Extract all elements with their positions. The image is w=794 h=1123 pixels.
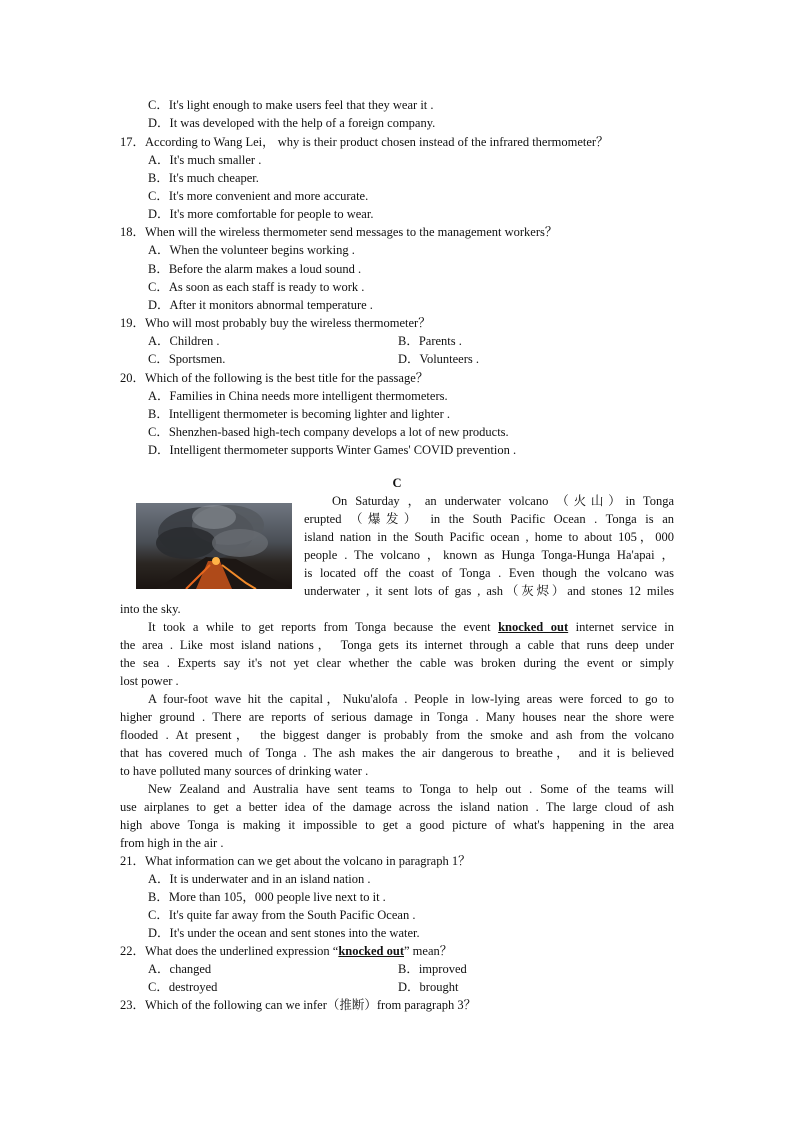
q16-option-d: D．It was developed with the help of a foreign company. — [148, 116, 436, 130]
p1-line-4: people . The volcano ，known as Hunga Tonga-Hunga Ha'apai ， — [304, 548, 674, 562]
q19-option-d: D．Volunteers . — [398, 352, 480, 366]
q22-option-b: B．improved — [398, 962, 467, 976]
q18-option-b: B．Before the alarm makes a loud sound . — [148, 262, 362, 276]
p3-line-1: A four-foot wave hit the capital，Nuku'alofa . People in low-lying areas were forced to go to — [148, 692, 674, 706]
p4-line-4: from high in the air . — [120, 836, 224, 850]
q20-option-a: A．Families in China needs more intelligent thermometers. — [148, 389, 448, 403]
knocked-out-underlined: knocked out — [498, 620, 569, 634]
p2-line-2: the area . Like most island nations， Tonga gets its internet through a cable that runs deep under — [120, 638, 674, 652]
q17-option-b: B．It's much cheaper. — [148, 171, 259, 185]
q19-option-a: A．Children . — [148, 334, 220, 348]
p4-line-3: high above Tonga is making it impossible to get a good picture of what's happening in the area — [120, 818, 674, 832]
q22-option-c: C．destroyed — [148, 980, 218, 994]
q18-option-c: C．As soon as each staff is ready to work . — [148, 280, 365, 294]
q22-knocked-out: knocked out — [338, 944, 404, 958]
p1-line-3: island nation in the South Pacific ocean , home to about 105，000 — [304, 530, 674, 544]
p2-line-3: the sea . Experts say it's not yet clear whether the cable was broken during the event or simply — [120, 656, 674, 670]
q17-option-a: A．It's much smaller . — [148, 153, 262, 167]
q21-stem: 21．What information can we get about the volcano in paragraph 1？ — [120, 854, 471, 868]
p3-line-4: that has covered much of Tonga . The ash makes the air dangerous to breathe， and it is believed — [120, 746, 674, 760]
p2-line-1-pre: It took a while to get reports from Tonga because the event — [148, 620, 491, 634]
p2-line-1-post: internet service in — [575, 620, 674, 634]
p1-line-2: erupted （爆发） in the South Pacific Ocean . Tonga is an — [304, 512, 674, 526]
q18-option-a: A．When the volunteer begins working . — [148, 243, 355, 257]
q18-stem: 18．When will the wireless thermometer send messages to the management workers？ — [120, 225, 558, 239]
p3-line-5: to have polluted many sources of drinking water . — [120, 764, 369, 778]
p4-line-2: use airplanes to get a better idea of the damage across the island nation . The large cloud of ash — [120, 800, 674, 814]
p2-line-4: lost power . — [120, 674, 179, 688]
q21-option-d: D．It's under the ocean and sent stones into the water. — [148, 926, 420, 940]
q18-option-d: D．After it monitors abnormal temperature . — [148, 298, 373, 312]
q23-stem: 23．Which of the following can we infer（推断）from paragraph 3？ — [120, 998, 477, 1012]
q20-option-b: B．Intelligent thermometer is becoming lighter and lighter . — [148, 407, 451, 421]
q20-stem: 20．Which of the following is the best title for the passage？ — [120, 371, 429, 385]
section-title: C — [392, 476, 402, 490]
q22-stem — [120, 942, 452, 960]
q22-stem-pre: 22．What does the underlined expression “ — [120, 944, 339, 958]
p1-line-1: On Saturday ，an underwater volcano （火山）in Tonga — [332, 494, 674, 508]
p4-line-1: New Zealand and Australia have sent teams to Tonga to help out . Some of the teams will — [148, 782, 674, 796]
q16-option-c: C．It's light enough to make users feel that they wear it . — [148, 98, 434, 112]
q20-option-d: D．Intelligent thermometer supports Winter Games' COVID prevention . — [148, 443, 517, 457]
p1-line-5: is located off the coast of Tonga . Even though the volcano was — [304, 566, 674, 580]
p1-line-6: underwater , it sent lots of gas , ash（灰烬）and stones 12 miles — [304, 584, 674, 598]
volcano-eruption-image — [136, 503, 292, 589]
q22-stem-post: ” mean？ — [404, 944, 453, 958]
q22-option-a: A．changed — [148, 962, 212, 976]
q21-option-c: C．It's quite far away from the South Pacific Ocean . — [148, 908, 416, 922]
q21-option-b: B．More than 105，000 people live next to it . — [148, 890, 386, 904]
q19-stem: 19．Who will most probably buy the wireless thermometer？ — [120, 316, 431, 330]
q17-stem: 17．According to Wang Lei， why is their product chosen instead of the infrared thermometer？ — [120, 135, 609, 149]
p3-line-3: flooded . At present， the biggest danger is probably from the smoke and ash from the volcano — [120, 728, 674, 742]
p3-line-2: higher ground . There are reports of serious damage in Tonga . Many houses near the shore were — [120, 710, 674, 724]
p2-line-1 — [120, 618, 674, 636]
q22-option-d: D．brought — [398, 980, 459, 994]
volcano-illustration — [136, 503, 292, 589]
q17-option-d: D．It's more comfortable for people to wear. — [148, 207, 374, 221]
q19-option-b: B．Parents . — [398, 334, 462, 348]
q17-option-c: C．It's more convenient and more accurate. — [148, 189, 369, 203]
p1-line-7: into the sky. — [120, 602, 181, 616]
q20-option-c: C．Shenzhen-based high-tech company develops a lot of new products. — [148, 425, 509, 439]
q21-option-a: A．It is underwater and in an island nation . — [148, 872, 371, 886]
q19-option-c: C．Sportsmen. — [148, 352, 226, 366]
